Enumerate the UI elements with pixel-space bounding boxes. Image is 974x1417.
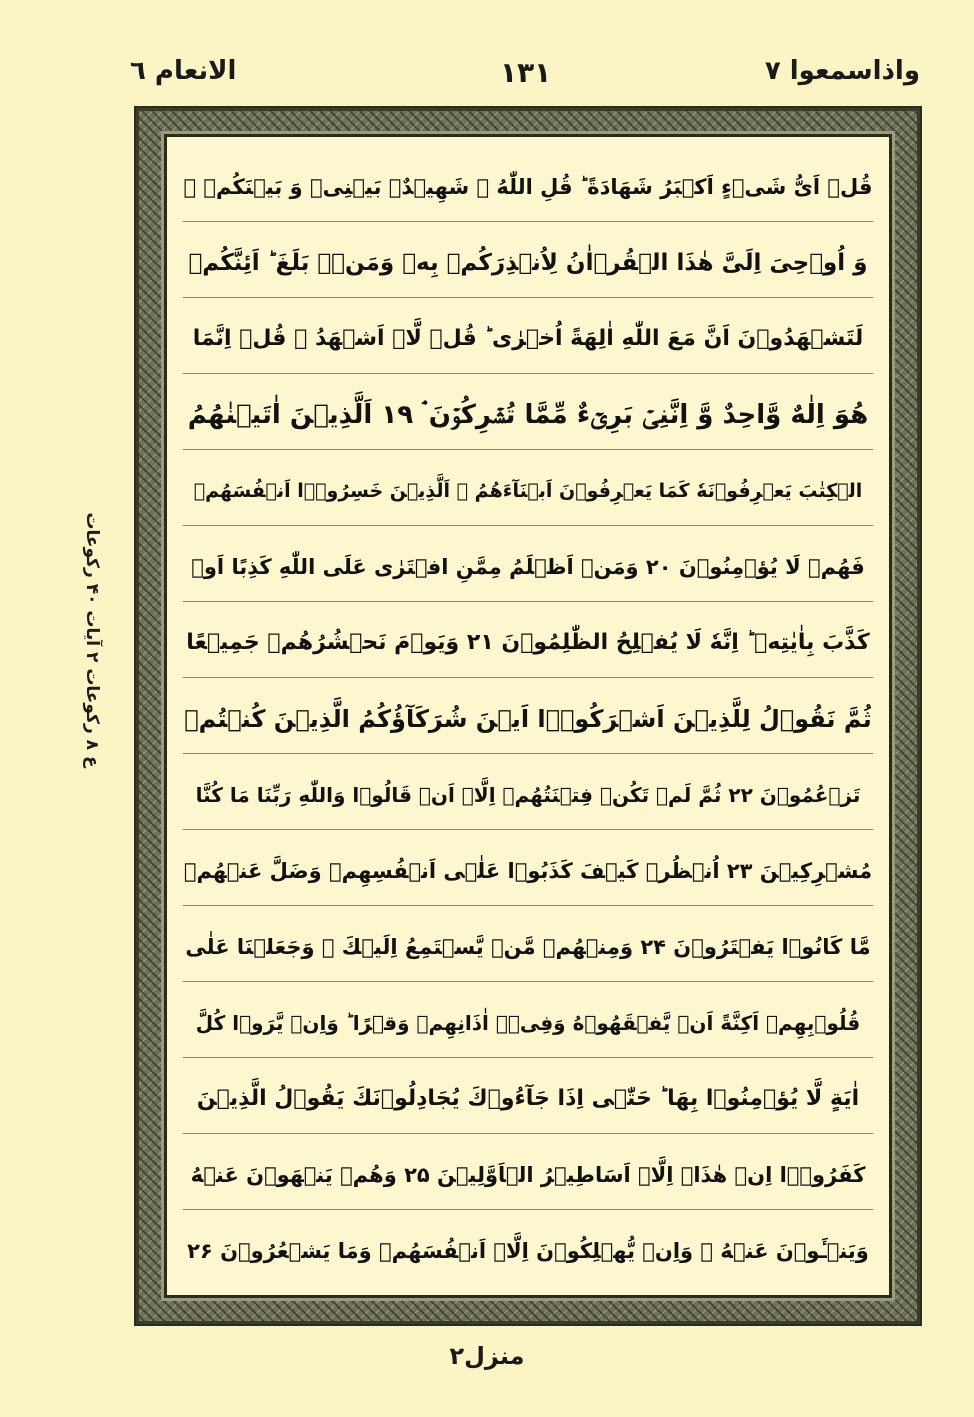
verse-line: فَهُمۡ لَا یُؤۡمِنُوۡنَ ۲۰ وَمَنۡ اَظۡلَمُ مِمَّنِ افۡتَرٰی عَلَی اللّٰهِ كَذِبًا اَوۡ: [183, 527, 873, 602]
juz-name: واذاسمعوا ٧: [764, 56, 920, 86]
ruku-margin-note: [72, 512, 112, 768]
text-panel: [164, 134, 892, 1298]
verse-line: وَیَنۡـَٔوۡنَ عَنۡهُ ۚ وَاِنۡ یُّهۡلِكُوۡنَ اِلَّاۤ اَنۡفُسَهُمۡ وَمَا یَشۡعُرُوۡنَ ۲۶: [187, 1239, 869, 1263]
verse-line: مَّا كَانُوۡا یَفۡتَرُوۡنَ ۲۴ وَمِنۡهُمۡ مَّنۡ یَّسۡتَمِعُ اِلَیۡكَ ۚ وَجَعَلۡنَا عَلٰی: [183, 907, 873, 982]
verse-line: الۡكِتٰبَ یَعۡرِفُوۡنَهٗ كَمَا یَعۡرِفُوۡنَ اَبۡنَآءَهُمُ ۘ اَلَّذِیۡنَ خَسِرُوۡۤا اَنۡفُسَهُمۡ: [183, 451, 873, 526]
surah-name: الانعام ٦: [130, 56, 237, 86]
ornamental-border: [134, 106, 922, 1326]
page-header: [120, 50, 930, 100]
verse-line: كَفَرُوۡۤا اِنۡ هٰذَاۤ اِلَّاۤ اَسَاطِیۡرُ الۡاَوَّلِیۡنَ ۲۵ وَهُمۡ یَنۡهَوۡنَ عَنۡهُ: [183, 1135, 873, 1210]
ruku-margin-note-text: ع ٨ ركوعات ۲ آیات ۴۰ رکوعات: [82, 512, 102, 768]
page-number: ١٣١: [500, 56, 552, 89]
verse-line: تَزۡعُمُوۡنَ ۲۲ ثُمَّ لَمۡ تَكُنۡ فِتۡنَتُهُمۡ اِلَّاۤ اَنۡ قَالُوۡا وَاللّٰهِ رَبِّنَا مَا كُنَّا: [183, 755, 873, 830]
verse-line: كَذَّبَ بِاٰیٰتِهٖ ؕ اِنَّهٗ لَا یُفۡلِحُ الظّٰلِمُوۡنَ ۲۱ وَیَوۡمَ نَحۡشُرُهُمۡ جَمِیۡعًا: [183, 603, 873, 678]
verse-line: هُوَ اِلٰهٌ وَّاحِدٌ وَّ اِنَّنِیۡ بَرِیۡٓءٌ مِّمَّا تُشۡرِكُوۡنَ ۘ ۱۹ اَلَّذِیۡنَ اٰتَیۡنٰهُمُ: [183, 375, 873, 450]
verse-line: قُلُوۡبِهِمۡ اَكِنَّةً اَنۡ یَّفۡقَهُوۡهُ وَفِیۡۤ اٰذَانِهِمۡ وَقۡرًا ؕ وَاِنۡ یَّرَوۡا كُلَّ: [183, 983, 873, 1058]
verse-lines: [183, 147, 873, 1285]
manzil-footer: [0, 1342, 974, 1370]
verse-line: اٰیَةٍ لَّا یُؤۡمِنُوۡا بِهَا ؕ حَتّٰۤی اِذَا جَآءُوۡكَ یُجَادِلُوۡنَكَ یَقُوۡلُ الَّذِیۡنَ: [183, 1059, 873, 1134]
manzil-label: منزل۲: [449, 1342, 525, 1370]
verse-line: لَتَشۡهَدُوۡنَ اَنَّ مَعَ اللّٰهِ اٰلِهَةً اُخۡرٰی ؕ قُلۡ لَّاۤ اَشۡهَدُ ۚ قُلۡ اِنَّمَا: [183, 299, 873, 374]
verse-line: قُلۡ اَیُّ شَیۡءٍ اَکۡبَرُ شَهَادَةً ؕ قُلِ اللّٰهُ ۟ شَهِیۡدٌۢ بَیۡنِیۡ وَ بَیۡنَكُمۡ ۟: [183, 147, 873, 222]
verse-line: ثُمَّ نَقُوۡلُ لِلَّذِیۡنَ اَشۡرَكُوۡۤا اَیۡنَ شُرَكَآؤُكُمُ الَّذِیۡنَ كُنۡتُمۡ: [183, 679, 873, 754]
verse-line: مُشۡرِكِیۡنَ ۲۳ اُنۡظُرۡ كَیۡفَ كَذَبُوۡا عَلٰۤی اَنۡفُسِهِمۡ وَضَلَّ عَنۡهُمۡ: [183, 831, 873, 906]
verse-line: وَ اُوۡحِیَ اِلَیَّ هٰذَا الۡقُرۡاٰنُ لِاُنۡذِرَكُمۡ بِهٖ وَمَنۡۢ بَلَغَ ؕ اَئِنَّكُمۡ: [183, 223, 873, 298]
